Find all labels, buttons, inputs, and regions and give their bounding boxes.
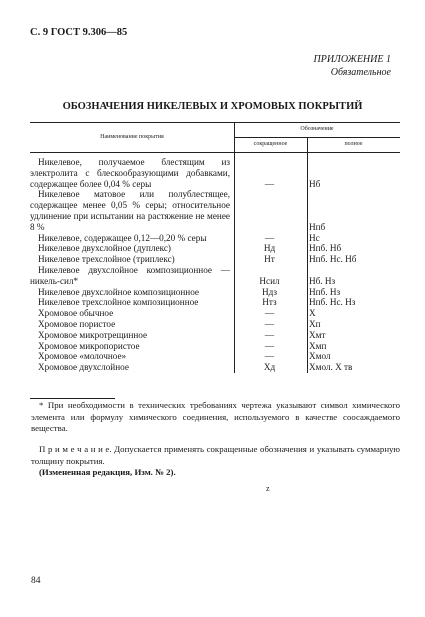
coating-name: Никелевое, содержащее 0,12—0,20 % серы xyxy=(38,232,207,243)
table-row xyxy=(30,351,400,362)
full-designation: Нпб xyxy=(309,221,326,232)
full-designation: Х xyxy=(309,308,316,319)
col-header-short: сокращенное xyxy=(253,141,288,147)
note xyxy=(31,444,400,467)
full-designation: Нпб. Нс. Нз xyxy=(309,297,356,308)
table-row xyxy=(30,287,400,298)
page-number: 84 xyxy=(31,576,41,586)
short-designation: — xyxy=(264,308,275,319)
note-text: Допускается применять сокращенные обозначения и указывать суммарную толщину покрытия. xyxy=(31,444,400,466)
short-designation: — xyxy=(264,351,275,362)
table-row xyxy=(30,319,400,330)
coating-name: Никелевое двухслойное композиционное xyxy=(38,286,200,297)
coating-name: Хромовое пористое xyxy=(38,318,116,329)
table-row xyxy=(30,233,400,244)
table-row xyxy=(30,362,400,373)
short-designation: Хд xyxy=(263,362,276,373)
table-row xyxy=(30,254,400,265)
appendix-label: ПРИЛОЖЕНИЕ 1 xyxy=(313,54,391,65)
short-designation: — xyxy=(264,340,275,351)
stray-mark: z xyxy=(266,484,270,493)
footnote: * При необходимости в технических требованиях чертежа указывают символ химического элемента или формулу химического соединения, используемого в качестве соосаждаемого вещества. xyxy=(31,400,400,433)
amendment: (Измененная редакция, Изм. № 2). xyxy=(39,467,176,477)
appendix-status: Обязательное xyxy=(330,67,391,78)
table-top-rule xyxy=(30,122,400,123)
short-designation: Нтз xyxy=(262,297,277,308)
short-designation: Нт xyxy=(264,254,275,265)
page-title: ОБОЗНАЧЕНИЯ НИКЕЛЕВЫХ И ХРОМОВЫХ ПОКРЫТИЙ xyxy=(62,101,363,112)
col-header-name: Наименование покрытия xyxy=(100,134,164,140)
coating-name: Хромовое микропористое xyxy=(38,340,140,351)
col-header-designation: Обозначение xyxy=(300,126,334,132)
full-designation: Нпб. Нс. Нб xyxy=(309,254,357,265)
coating-name: Никелевое матовое или полублестящее, содержащее менее 0,05 % серы; относительное удлинение при испытании на растяжение не менее 8 % xyxy=(30,189,230,232)
full-designation: Нб xyxy=(309,178,321,189)
coating-name: Хромовое двухслойное xyxy=(38,362,129,373)
table-row xyxy=(30,189,400,232)
short-designation: — xyxy=(264,329,275,340)
designation-rule xyxy=(234,137,400,138)
coating-name: Хромовое микротрещинное xyxy=(38,329,148,340)
coating-name: Хромовое «молочное» xyxy=(38,351,127,362)
short-designation: Нсил xyxy=(259,275,280,286)
table-row xyxy=(30,243,400,254)
appendix-block xyxy=(314,53,392,79)
full-designation: Хмол xyxy=(309,351,331,362)
coating-name: Никелевое трехслойное композиционное xyxy=(38,297,199,308)
full-designation: Нс xyxy=(309,232,320,243)
note-label: П р и м е ч а н и е. xyxy=(39,444,112,454)
full-designation: Хмт xyxy=(309,329,326,340)
short-designation: Нд xyxy=(263,243,276,254)
table-row xyxy=(30,330,400,341)
short-designation: — xyxy=(264,318,275,329)
table-row xyxy=(30,341,400,352)
coating-name: Никелевое, получаемое блестящим из электролита с блескообразующими добавками, содержащее более 0,04 % серы xyxy=(30,157,230,189)
full-designation: Нпб. Нз xyxy=(309,286,341,297)
short-designation: — xyxy=(264,178,275,189)
table-row xyxy=(30,265,400,287)
short-designation: Ндз xyxy=(261,286,278,297)
page-header: С. 9 ГОСТ 9.306—85 xyxy=(30,27,128,38)
full-designation: Хмп xyxy=(309,340,327,351)
table-row xyxy=(30,157,400,189)
coating-name: Никелевое двухслойное (дуплекс) xyxy=(38,243,171,254)
coating-name: Никелевое трехслойное (триплекс) xyxy=(38,254,175,265)
table-header-rule xyxy=(30,152,400,153)
table-body xyxy=(30,157,400,373)
coating-name: Хромовое обычное xyxy=(38,308,114,319)
table-row xyxy=(30,297,400,308)
footnote-rule xyxy=(30,398,115,399)
full-designation: Нпб. Нб xyxy=(309,243,342,254)
full-designation: Хп xyxy=(309,318,321,329)
full-designation: Хмол. Х тв xyxy=(309,362,353,373)
col-header-full: полное xyxy=(344,141,363,147)
table-row xyxy=(30,308,400,319)
coating-name: Никелевое двухслойное композиционное — никель-сил* xyxy=(30,264,230,286)
full-designation: Нб. Нз xyxy=(309,275,336,286)
short-designation: — xyxy=(264,232,275,243)
